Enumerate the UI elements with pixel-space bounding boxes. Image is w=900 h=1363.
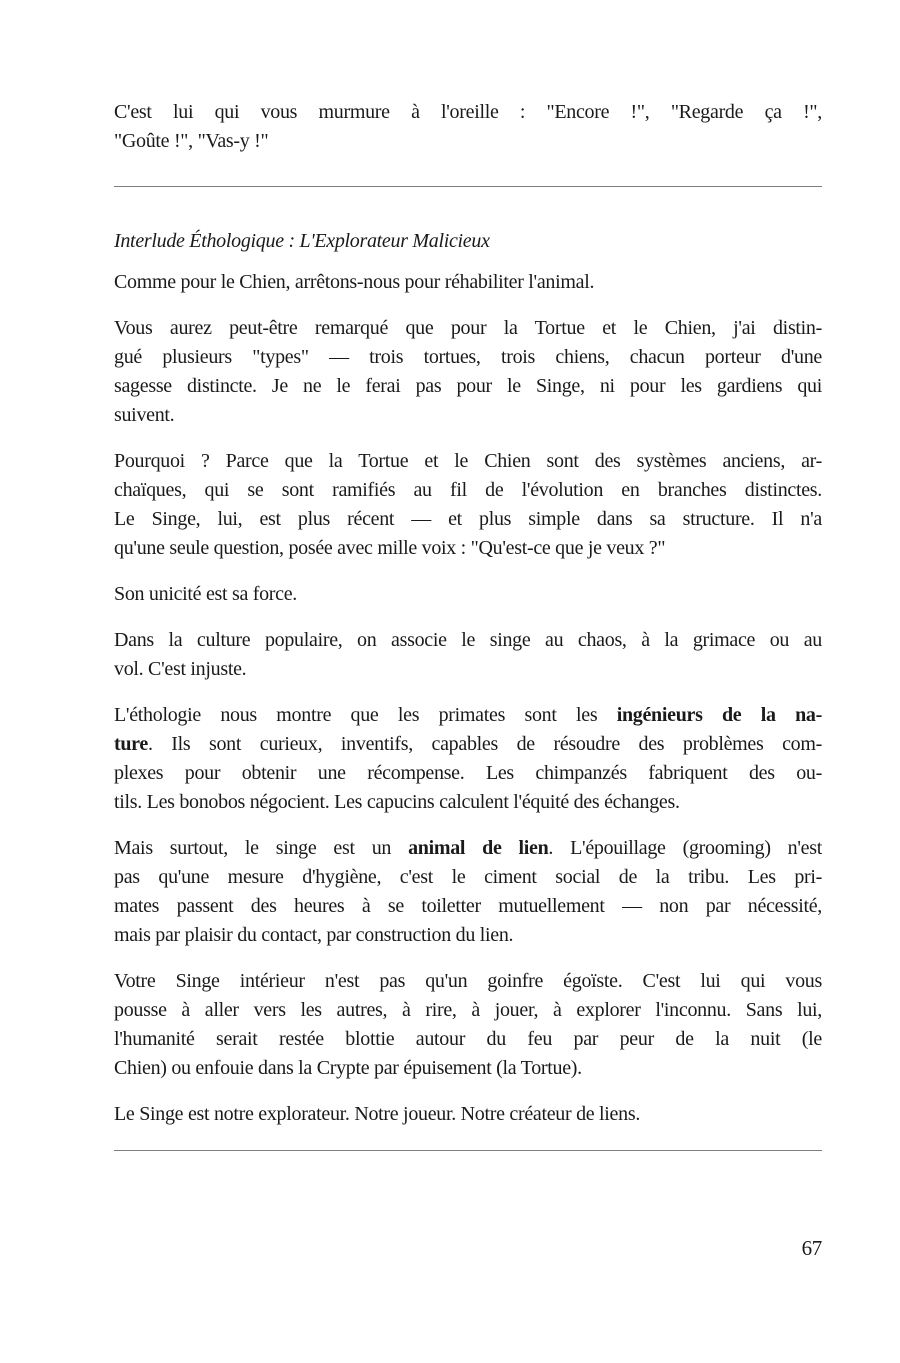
- body-text: . Ils sont curieux, inventifs, capables de résoudre des problèmes com-: [147, 733, 822, 755]
- body-text: pousse à aller vers les autres, à rire, à jouer, à explorer l'inconnu. Sans lui,: [114, 999, 822, 1021]
- body-text: "Goûte !", "Vas-y !": [114, 130, 269, 152]
- section-heading: [114, 227, 822, 256]
- text-line: [114, 730, 822, 759]
- body-text: Le Singe, lui, est plus récent — et plus simple dans sa structure. Il n'a: [114, 508, 822, 530]
- body-text: pas qu'une mesure d'hygiène, c'est le ciment social de la tribu. Les pri-: [114, 866, 822, 888]
- paragraph: [114, 268, 822, 297]
- paragraph: [114, 626, 822, 684]
- text-line: [114, 372, 822, 401]
- body-text: L'éthologie nous montre que les primates sont les: [114, 704, 617, 726]
- body-text: Comme pour le Chien, arrêtons-nous pour réhabiliter l'animal.: [114, 271, 595, 293]
- body-text: Le Singe est notre explorateur. Notre joueur. Notre créateur de liens.: [114, 1103, 641, 1125]
- body-text: Interlude Éthologique : L'Explorateur Malicieux: [114, 230, 490, 252]
- text-line: [114, 701, 822, 730]
- paragraph: [114, 314, 822, 430]
- text-line: [114, 98, 822, 127]
- text-line: [114, 401, 822, 430]
- section-divider: [114, 1150, 822, 1151]
- text-line: [114, 996, 822, 1025]
- text-line: [114, 626, 822, 655]
- bold-text: animal de lien: [408, 837, 549, 859]
- body-text: Son unicité est sa force.: [114, 583, 297, 605]
- body-text: gué plusieurs "types" — trois tortues, trois chiens, chacun porteur d'une: [114, 346, 822, 368]
- paragraph: [114, 1100, 822, 1129]
- text-line: [114, 534, 822, 563]
- text-line: [114, 759, 822, 788]
- body-text: l'humanité serait restée blottie autour du feu par peur de la nuit (le: [114, 1028, 822, 1050]
- text-column: [114, 98, 822, 1151]
- body-text: Mais surtout, le singe est un: [114, 837, 409, 859]
- paragraph: [114, 967, 822, 1083]
- text-line: [114, 921, 822, 950]
- bold-text: ingénieurs de la na-: [616, 704, 822, 726]
- body-text: mates passent des heures à se toiletter mutuellement — non par nécessité,: [114, 895, 822, 917]
- paragraph: [114, 447, 822, 563]
- text-line: [114, 1025, 822, 1054]
- page-number: 67: [801, 1236, 822, 1260]
- body-text: Dans la culture populaire, on associe le singe au chaos, à la grimace ou au: [114, 629, 822, 651]
- text-line: [114, 834, 822, 863]
- text-line: [114, 268, 822, 297]
- body-text: suivent.: [114, 404, 175, 426]
- text-line: [114, 1100, 822, 1129]
- bold-text: ture: [114, 733, 148, 755]
- body-text: Vous aurez peut-être remarqué que pour la Tortue et le Chien, j'ai distin-: [114, 317, 822, 339]
- body-text: Votre Singe intérieur n'est pas qu'un goinfre égoïste. C'est lui qui vous: [114, 970, 822, 992]
- text-line: [114, 788, 822, 817]
- text-line: [114, 892, 822, 921]
- body-text: plexes pour obtenir une récompense. Les chimpanzés fabriquent des ou-: [114, 762, 822, 784]
- text-line: [114, 1054, 822, 1083]
- section-divider: [114, 186, 822, 187]
- text-line: [114, 314, 822, 343]
- text-line: [114, 863, 822, 892]
- body-text: chaïques, qui se sont ramifiés au fil de l'évolution en branches distinctes.: [114, 479, 822, 501]
- text-line: [114, 227, 822, 256]
- body-text: Pourquoi ? Parce que la Tortue et le Chien sont des systèmes anciens, ar-: [114, 450, 822, 472]
- text-line: [114, 580, 822, 609]
- text-line: [114, 476, 822, 505]
- body-text: Chien) ou enfouie dans la Crypte par épuisement (la Tortue).: [114, 1057, 582, 1079]
- body-text: C'est lui qui vous murmure à l'oreille : "Encore !", "Regarde ça !",: [114, 101, 822, 123]
- paragraph: [114, 701, 822, 817]
- body-text: tils. Les bonobos négocient. Les capucins calculent l'équité des échanges.: [114, 791, 680, 813]
- text-line: [114, 505, 822, 534]
- body-text: sagesse distincte. Je ne le ferai pas pour le Singe, ni pour les gardiens qui: [114, 375, 822, 397]
- text-line: [114, 447, 822, 476]
- paragraph: [114, 580, 822, 609]
- text-line: [114, 967, 822, 996]
- text-line: [114, 127, 822, 156]
- body-text: vol. C'est injuste.: [114, 658, 247, 680]
- body-text: mais par plaisir du contact, par construction du lien.: [114, 924, 514, 946]
- body-text: . L'épouillage (grooming) n'est: [548, 837, 822, 859]
- text-line: [114, 655, 822, 684]
- paragraph: [114, 834, 822, 950]
- paragraph: [114, 98, 822, 156]
- text-line: [114, 343, 822, 372]
- body-text: qu'une seule question, posée avec mille voix : "Qu'est-ce que je veux ?": [114, 537, 666, 559]
